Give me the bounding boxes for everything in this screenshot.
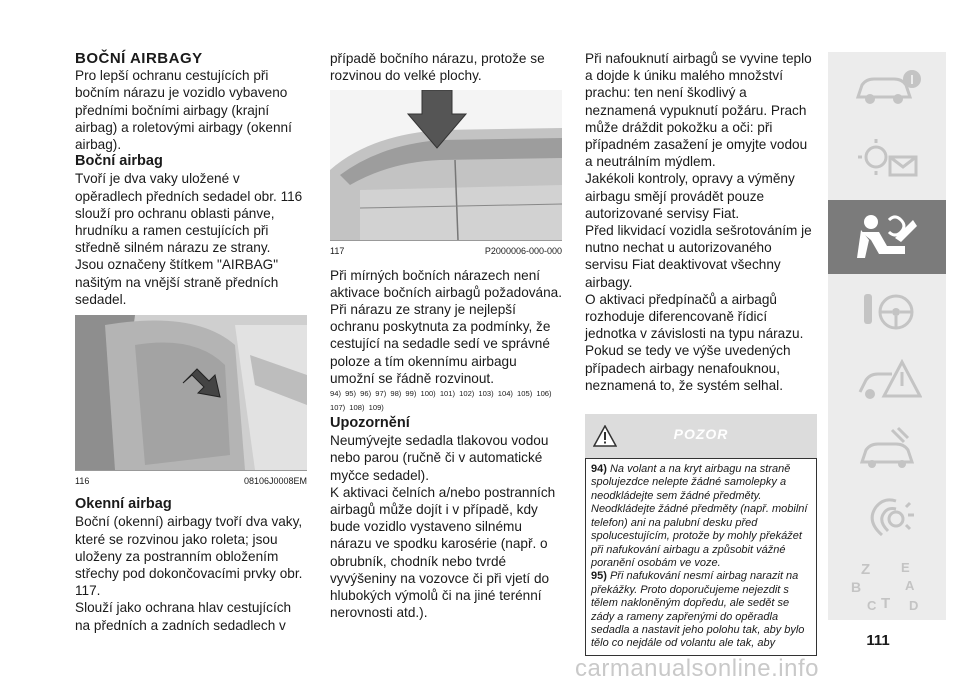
mild-impact-text: Při mírných bočních nárazech není aktivace bočních airbagů požadována.: [330, 267, 563, 300]
chapter-sidebar: [828, 52, 946, 620]
notice-heading: Upozornění: [330, 415, 410, 432]
service-text: Jakékoli kontroly, opravy a výměny airbagu smějí provádět pouze autorizované servisy Fiat.: [585, 171, 795, 221]
index-letter: T: [881, 595, 891, 612]
maintenance-icon: [852, 426, 922, 470]
figure-117-caption: [330, 240, 562, 260]
control-unit-text: O aktivaci předpínačů a airbagů rozhoduje diferencovaně řídicí jednotka v závislosti na typu nárazu. Pokud se tedy ve výše uvedených případech airbagy nenafouknou, neznamená to, že systém selhal.: [585, 291, 804, 393]
car-info-icon[interactable]: [828, 60, 946, 116]
column-1: [75, 50, 307, 634]
airbag-seat-icon[interactable]: [828, 200, 946, 274]
scrapping-text: Před likvidací vozidla sešrotováním je nutno nechat u autorizovaného servisu Fiat deaktivovat všechny airbagy.: [585, 223, 812, 290]
intro-paragraph: Pro lepší ochranu cestujících při bočním nárazu je vozidlo vybaveno předními bočními airbagy (krajní airbag) a roletovými airbagy (okenní airbag).: [75, 68, 292, 153]
warning-header: [585, 414, 817, 458]
multimedia-icon: [852, 491, 922, 541]
warning-95-number: 95): [591, 570, 607, 583]
figure-code: P2000006-000-000: [484, 246, 562, 257]
figure-code: 08106J0008EM: [243, 476, 307, 487]
emergency-triangle-icon: [852, 358, 922, 402]
window-airbag-heading: Okenní airbag: [75, 496, 172, 513]
car-side-illustration: [330, 90, 562, 240]
figure-117: [330, 90, 562, 240]
figure-number: 117: [330, 246, 345, 257]
index-letters-icon[interactable]: [828, 556, 946, 616]
car-info-icon: [852, 67, 922, 109]
warning-box: [585, 458, 817, 656]
watermark: carmanualsonline.info: [575, 655, 819, 682]
notice-text-2: K aktivaci čelních a/nebo postranních airbagů může dojít i v případě, kdy bude vozidlo vystaveno silnému nárazu ve spodku karosérie (např. o obrubník, chodník nebo tvrdé vyvýšeniny na vozovce či při vjetí do hlubokých výmolů či na jiné terénní nerovnosti atd.).: [330, 484, 556, 621]
continuation-text: případě bočního nárazu, protože se rozvinou do velké plochy.: [330, 51, 545, 84]
maintenance-icon[interactable]: [828, 420, 946, 476]
side-airbag-heading: Boční airbag: [75, 153, 163, 170]
warning-lights-icon[interactable]: [828, 130, 946, 186]
warning-title: POZOR: [673, 426, 729, 443]
window-airbag-text: Boční (okenní) airbagy tvoří dva vaky, které se rozvinou jako roleta; jsou uloženy za postranním obložením střechy pod dokončovacími prvky obr. 117.: [75, 514, 303, 599]
airbag-seat-icon: [849, 210, 925, 264]
index-letters-icon: [847, 558, 927, 614]
key-steering-icon: [852, 290, 922, 334]
key-steering-icon[interactable]: [828, 284, 946, 340]
warning-references: 94) 95) 96) 97) 98) 99) 100) 101) 102) 103) 104) 105) 106) 107) 108) 109): [330, 389, 552, 413]
figure-116: [75, 315, 307, 470]
heat-dust-text: Při nafouknutí airbagů se vyvine teplo a dojde k úniku malého množství prachu: ten není škodlivý a neznamená vypuknutí požáru. Prach může dráždit pokožku a oči: při případném zasažení je omyjte vodou a neutrálním mýdlem.: [585, 51, 812, 170]
index-letter: E: [901, 560, 910, 575]
best-protection-text: Při nárazu ze strany je nejlepší ochranu poskytnuta za podmínky, že cestující na sedadle sedí ve správné poloze a tím okennímu airbagu umožní se řádně rozvinout.: [330, 302, 551, 386]
figure-116-caption: [75, 470, 307, 490]
notice-text-1: Neumývejte sedadla tlakovou vodou nebo parou (ručně či v automatické myčce sedadel).: [330, 433, 549, 483]
index-letter: B: [851, 579, 862, 595]
seat-illustration: [75, 315, 307, 470]
page-number: 111: [866, 632, 890, 649]
index-letter: A: [905, 578, 915, 593]
warning-95: [591, 570, 811, 650]
warning-94-number: 94): [591, 463, 607, 476]
index-letter: Z: [861, 561, 871, 578]
warning-95-text: Při nafukování nesmí airbag narazit na překážky. Proto doporučujeme nejezdit s tělem nakloněným dopředu, ale sedět se zády a rameny zapřenými do opěradla sedadla a nastavit jeho polohu tak, aby bylo tělo co nejdále od volantu ale tak, aby: [591, 570, 805, 650]
index-letter: D: [909, 598, 919, 613]
warning-lights-icon: [852, 137, 922, 179]
window-airbag-text-2: Slouží jako ochrana hlav cestujících na předních a zadních sedadlech v: [75, 600, 292, 633]
side-airbag-text: Tvoří je dva vaky uložené v opěradlech předních sedadel obr. 116 slouží pro ochranu oblasti pánve, hrudníku a ramen cestujících při středně silném nárazu ze strany.: [75, 171, 303, 256]
emergency-triangle-icon[interactable]: [828, 352, 946, 408]
index-letter: C: [867, 598, 877, 613]
warning-94-text: Na volant a na kryt airbagu na straně spolujezdce nelepte žádné samolepky a neodkládejte sem žádné předměty. Neodkládejte žádné předměty (např. mobilní telefon) ani na palubní desku před spolucestujícím, protože by mohly překážet při nafukování airbagu a způsobit vážné poranění osobám ve voze.: [591, 463, 808, 569]
warning-94: [591, 463, 811, 570]
side-airbag-text-2: Jsou označeny štítkem "AIRBAG" našitým na vnější straně předních sedadel.: [75, 257, 279, 307]
multimedia-icon[interactable]: [828, 488, 946, 544]
section-title: BOČNÍ AIRBAGY: [75, 50, 203, 67]
column-2: [330, 50, 562, 621]
figure-number: 116: [75, 476, 90, 487]
column-3: [585, 50, 817, 656]
